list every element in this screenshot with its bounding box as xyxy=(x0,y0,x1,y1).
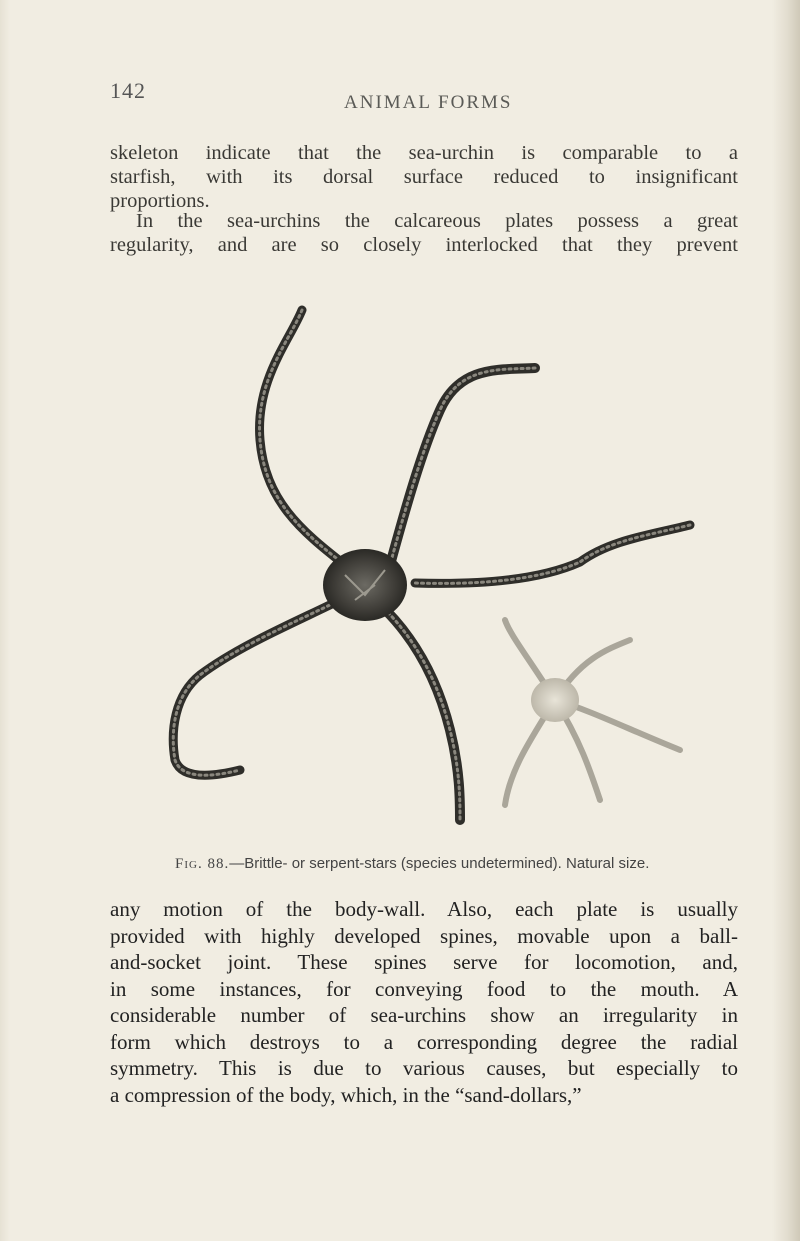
text-line: provided with highly developed spines, movable upon a ball- xyxy=(110,923,738,948)
pale-star-disc xyxy=(531,678,579,722)
text-line: symmetry. This is due to various causes, but especially to xyxy=(110,1056,738,1080)
dark-star xyxy=(173,310,690,820)
text-line: any motion of the body-wall. Also, each plate is usually xyxy=(110,897,738,921)
text-line: considerable number of sea-urchins show an irregularity in xyxy=(110,1003,738,1027)
text-line: regularity, and are so closely interlocked that they prevent xyxy=(110,234,738,256)
figure-caption xyxy=(175,855,649,873)
text-line: and-socket joint. These spines serve for locomotion, and, xyxy=(110,950,738,974)
text-line: a compression of the body, which, in the “sand-dollars,” xyxy=(110,1082,582,1107)
brittle-stars-illustration xyxy=(160,300,700,845)
figure-caption-text: —Brittle- or serpent-stars (species undetermined). Natural size. xyxy=(229,855,650,872)
text-line: skeleton indicate that the sea-urchin is comparable to a xyxy=(110,142,738,164)
page-edge-right xyxy=(772,0,800,1241)
text-line: In the sea-urchins the calcareous plates possess a great xyxy=(136,210,738,232)
pale-star xyxy=(505,620,680,805)
paragraph-bottom xyxy=(110,896,738,1108)
running-head: ANIMAL FORMS xyxy=(344,92,513,113)
text-line: starfish, with its dorsal surface reduced to insignificant xyxy=(110,166,738,188)
paragraph-top xyxy=(110,141,738,213)
text-line: in some instances, for conveying food to the mouth. A xyxy=(110,976,738,1001)
paragraph-sea-urchins xyxy=(110,210,738,257)
dark-star-disc xyxy=(323,549,407,621)
text-line: proportions. xyxy=(110,190,210,212)
page-edge-left xyxy=(0,0,10,1241)
text-line: form which destroys to a corresponding degree the radial xyxy=(110,1029,738,1054)
page-number: 142 xyxy=(110,78,146,103)
figure-label: Fig. 88. xyxy=(175,856,230,872)
figure-brittle-stars xyxy=(160,300,700,845)
